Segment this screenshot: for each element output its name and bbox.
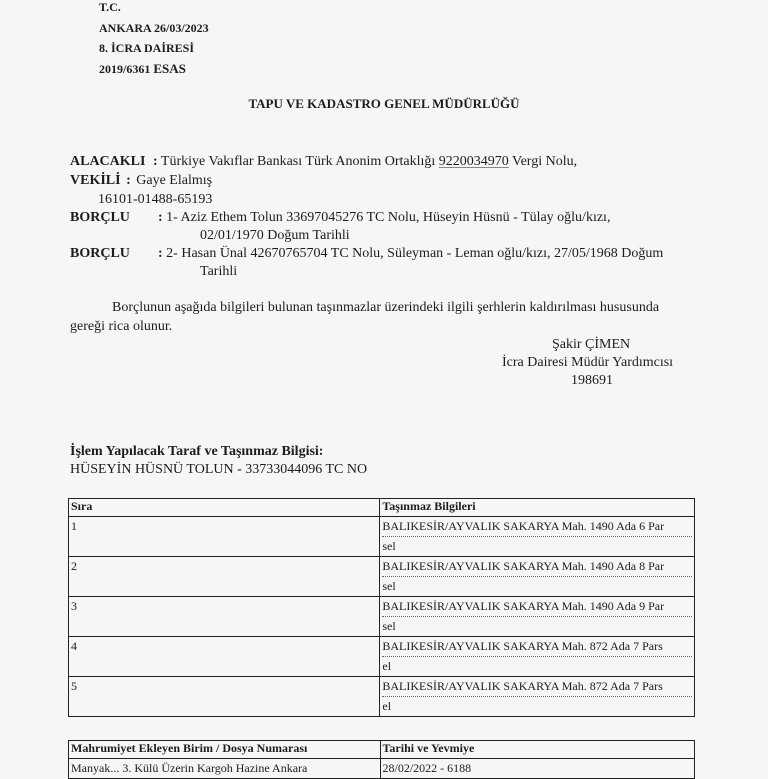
borclu2-line2: Tarihli bbox=[200, 264, 238, 279]
property-row-info-line2: el bbox=[382, 699, 392, 713]
property-row-info-line2: sel bbox=[382, 579, 396, 593]
borclu1-text1: 1- Aziz Ethem Tolun 33697045276 TC Nolu, Hüseyin Hüsnü - Tülay oğlu/kızı, bbox=[166, 210, 611, 225]
vekili-label: VEKİLİ bbox=[70, 173, 121, 188]
signature-number: 198691 bbox=[571, 373, 613, 388]
alacakli-sep: : bbox=[152, 154, 158, 169]
property-row-no: 5 bbox=[69, 677, 380, 717]
body-line2: gereği rica olunur. bbox=[70, 319, 173, 334]
restriction-row-date: 28/02/2022 - 6188 bbox=[380, 759, 695, 779]
vekili-code: 16101-01488-65193 bbox=[98, 192, 213, 207]
property-row-no: 4 bbox=[69, 637, 380, 677]
party-section-party: HÜSEYİN HÜSNÜ TOLUN - 33733044096 TC NO bbox=[70, 462, 368, 477]
borclu2-text1: 2- Hasan Ünal 42670765704 TC Nolu, Süleyman - Leman oğlu/kızı, 27/05/1968 Doğum bbox=[166, 246, 664, 261]
restriction-table bbox=[68, 740, 695, 779]
vekili-sep: : bbox=[126, 173, 131, 188]
property-table-header-tasinmaz: Taşınmaz Bilgileri bbox=[380, 499, 695, 517]
property-row-info-line1: BALIKESİR/AYVALIK SAKARYA Mah. 1490 Ada 8 Par bbox=[382, 557, 692, 577]
header-file-no-number: 2019/6361 bbox=[99, 62, 151, 76]
borclu1-sep: : bbox=[158, 210, 163, 225]
property-row-no: 1 bbox=[69, 517, 380, 557]
header-tc: T.C. bbox=[99, 0, 121, 14]
property-row-info bbox=[380, 517, 695, 557]
table-row bbox=[69, 517, 695, 557]
borclu2-label: BORÇLU bbox=[70, 246, 130, 261]
property-row-info-line1: BALIKESİR/AYVALIK SAKARYA Mah. 872 Ada 7 Pars bbox=[382, 677, 692, 697]
header-file-no bbox=[99, 61, 186, 77]
property-row-info bbox=[380, 637, 695, 677]
borclu2-line1 bbox=[158, 246, 663, 262]
borclu1-line1 bbox=[158, 210, 610, 226]
borclu1-line2: 02/01/1970 Doğum Tarihli bbox=[200, 228, 350, 243]
alacakli-line bbox=[70, 154, 577, 170]
restriction-table-header-date: Tarihi ve Yevmiye bbox=[380, 741, 695, 759]
vekili-line bbox=[70, 173, 212, 189]
header-city-date: ANKARA 26/03/2023 bbox=[99, 21, 209, 35]
alacakli-label: ALACAKLI bbox=[70, 154, 146, 169]
property-row-no: 3 bbox=[69, 597, 380, 637]
restriction-row-unit: Manyak... 3. Külü Üzerin Kargoh Hazine Ankara bbox=[69, 759, 381, 779]
header-office: 8. İCRA DAİRESİ bbox=[99, 41, 195, 55]
table-row bbox=[69, 677, 695, 717]
signature-title: İcra Dairesi Müdür Yardımcısı bbox=[502, 355, 674, 370]
alacakli-name: Türkiye Vakıflar Bankası Türk Anonim Ortaklığı bbox=[160, 154, 436, 169]
party-section-heading: İşlem Yapılacak Taraf ve Taşınmaz Bilgisi: bbox=[70, 444, 324, 459]
table-row bbox=[69, 597, 695, 637]
page-title: TAPU VE KADASTRO GENEL MÜDÜRLÜĞÜ bbox=[248, 96, 520, 111]
property-row-info bbox=[380, 597, 695, 637]
property-row-info-line2: el bbox=[382, 659, 392, 673]
property-row-info-line1: BALIKESİR/AYVALIK SAKARYA Mah. 1490 Ada 9 Par bbox=[382, 597, 692, 617]
alacakli-tax-no: 9220034970 bbox=[438, 154, 509, 169]
alacakli-suffix: Vergi Nolu, bbox=[512, 154, 578, 169]
property-row-info-line1: BALIKESİR/AYVALIK SAKARYA Mah. 872 Ada 7 Pars bbox=[382, 637, 692, 657]
restriction-table-header-unit: Mahrumiyet Ekleyen Birim / Dosya Numarası bbox=[69, 741, 381, 759]
property-table bbox=[68, 498, 695, 717]
body-line1: Borçlunun aşağıda bilgileri bulunan taşınmazlar üzerindeki ilgili şerhlerin kaldırılması hususunda bbox=[112, 300, 660, 315]
property-row-info-line2: sel bbox=[382, 539, 396, 553]
property-row-info bbox=[380, 557, 695, 597]
table-row bbox=[69, 637, 695, 677]
property-table-header-sira: Sıra bbox=[69, 499, 380, 517]
property-row-info-line2: sel bbox=[382, 619, 396, 633]
property-row-info bbox=[380, 677, 695, 717]
property-row-no: 2 bbox=[69, 557, 380, 597]
property-row-info-line1: BALIKESİR/AYVALIK SAKARYA Mah. 1490 Ada 6 Par bbox=[382, 517, 692, 537]
signature-name: Şakir ÇİMEN bbox=[552, 337, 631, 352]
borclu2-sep: : bbox=[158, 246, 163, 261]
borclu1-label: BORÇLU bbox=[70, 210, 130, 225]
header-file-no-type: ESAS bbox=[153, 61, 186, 76]
vekili-name: Gaye Elalmış bbox=[136, 173, 213, 188]
table-row bbox=[69, 557, 695, 597]
